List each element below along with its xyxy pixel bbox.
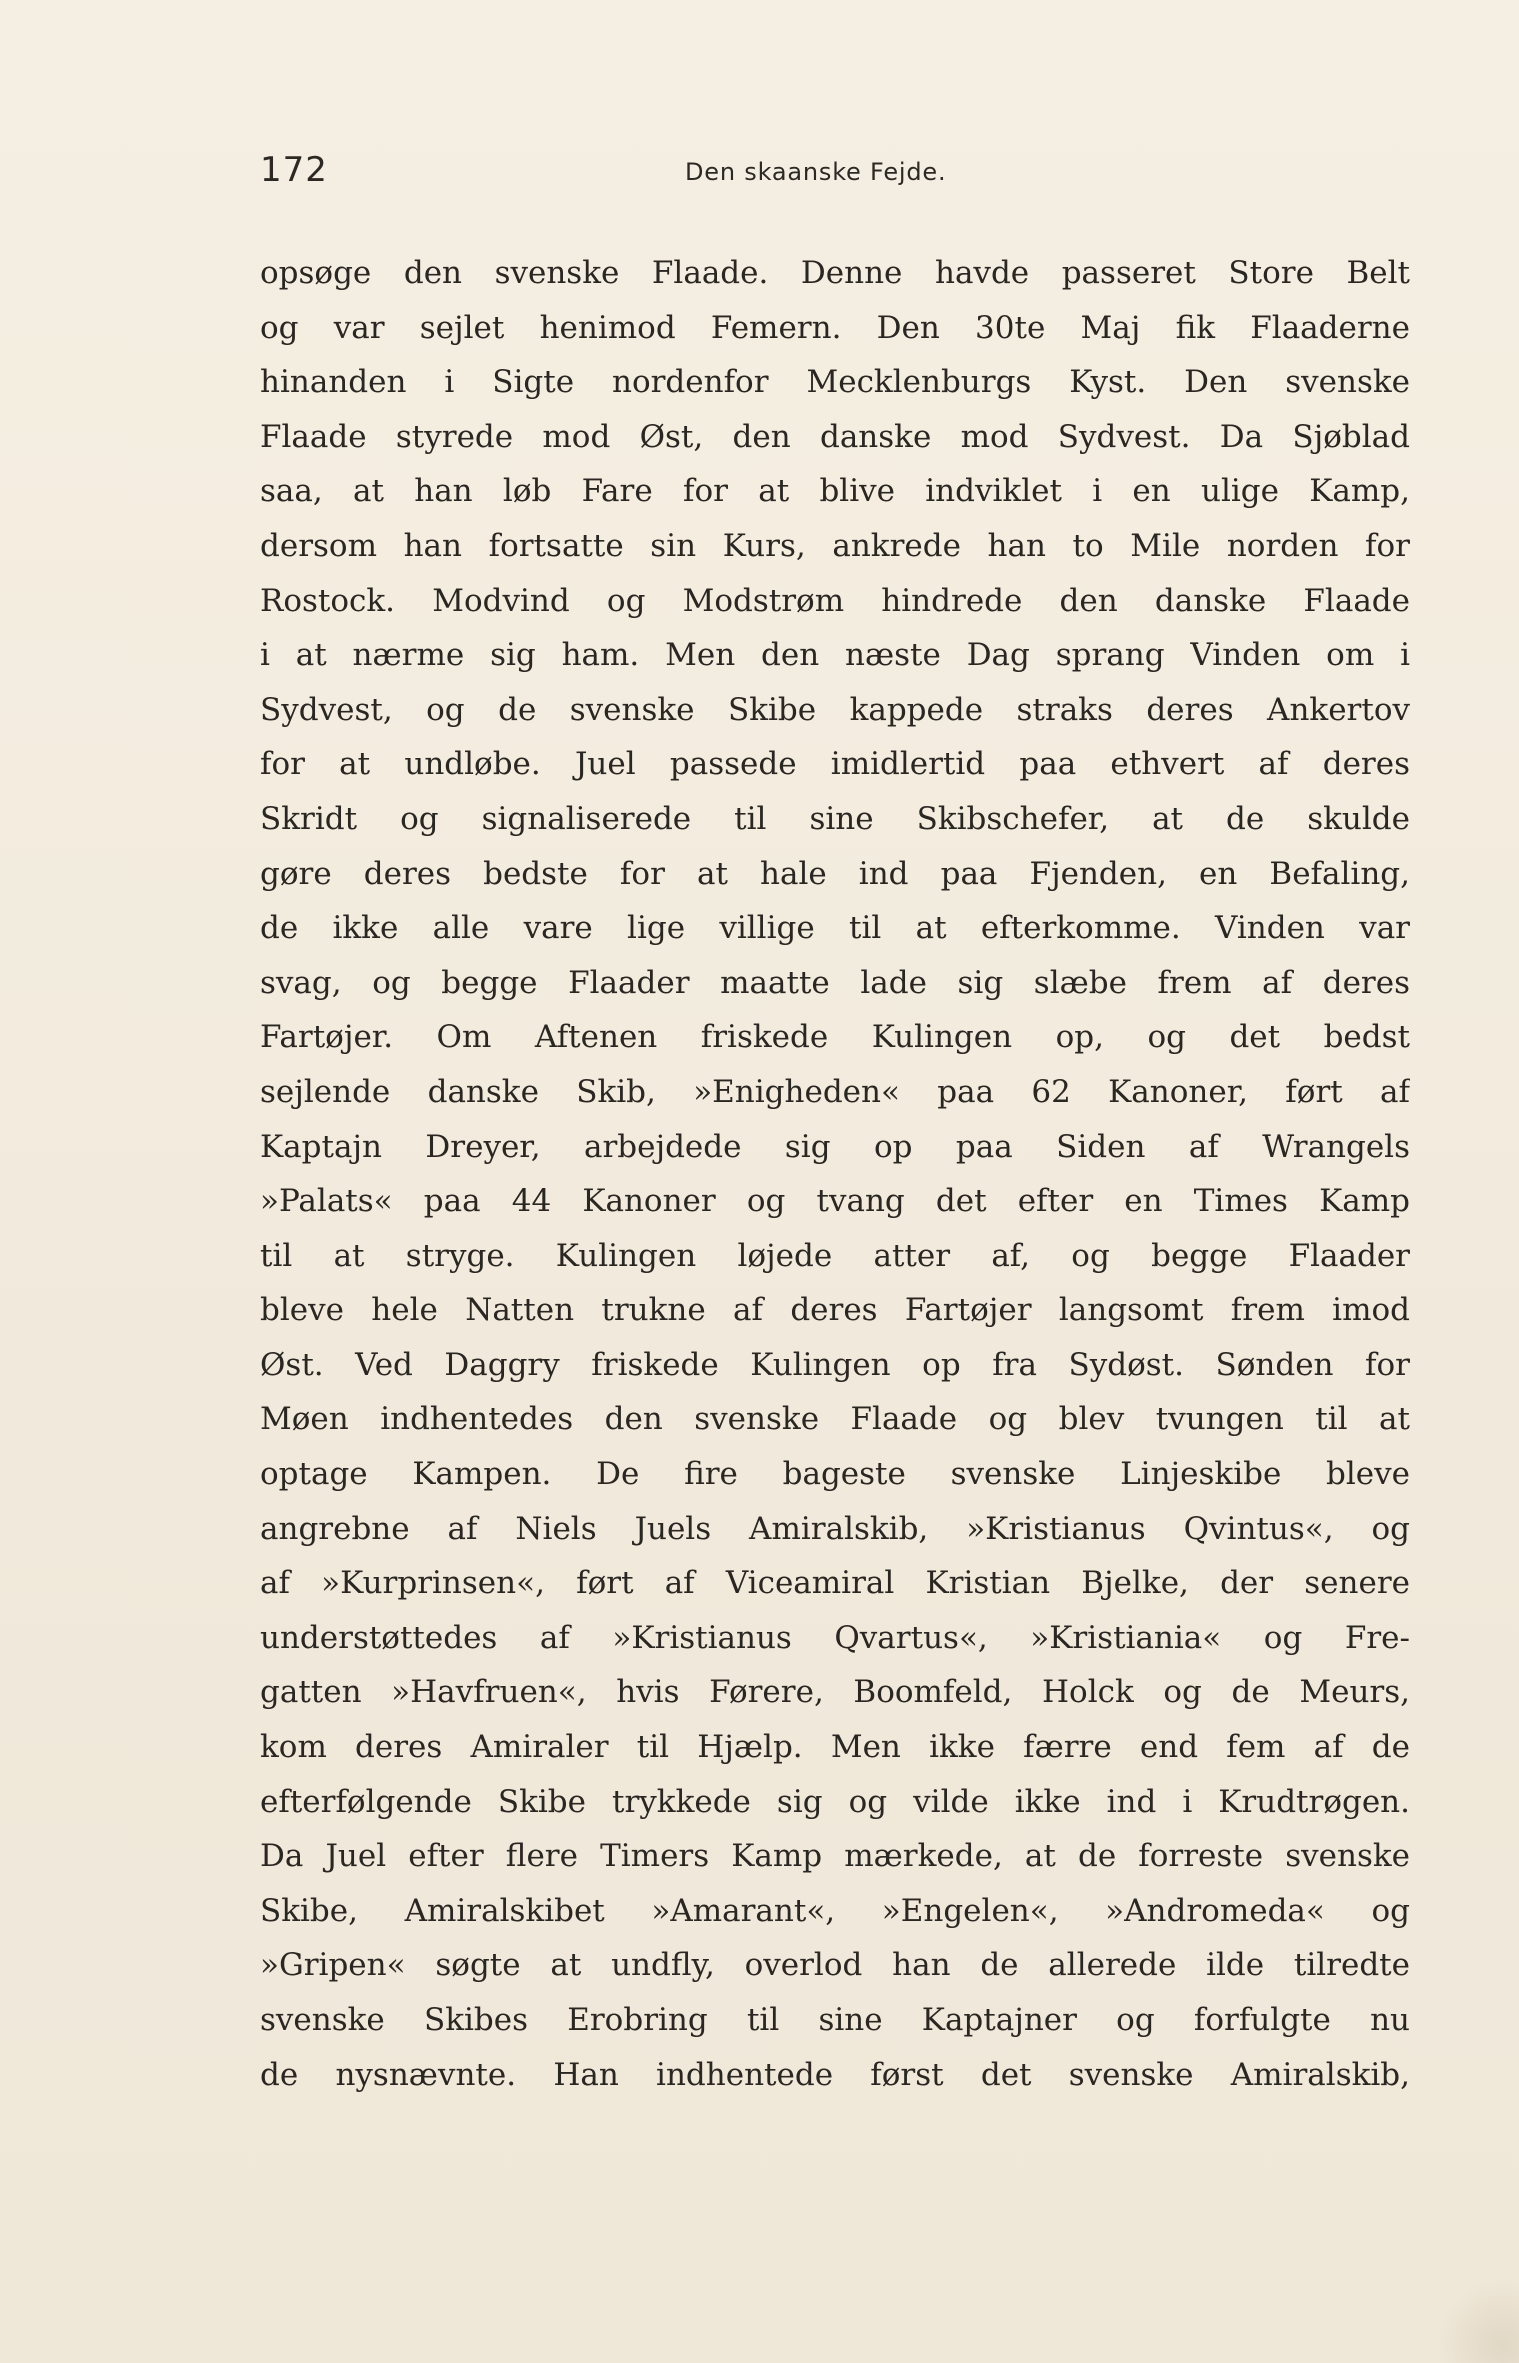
text-line: efterfølgende Skibe trykkede sig og vilde ikke ind i Krudtrøgen. xyxy=(260,1783,1410,1820)
text-line: svenske Skibes Erobring til sine Kaptajner og forfulgte nu xyxy=(260,2002,1410,2038)
running-title: Den skaanske Fejde. xyxy=(685,158,947,186)
text-line: Flaade styrede mod Øst, den danske mod Sydvest. Da Sjøblad xyxy=(260,418,1410,455)
text-line: og var sejlet henimod Femern. Den 30te Maj fik Flaaderne xyxy=(260,309,1410,346)
text-line: »Gripen« søgte at undfly, overlod han de allerede ilde tilredte xyxy=(260,1947,1410,1984)
text-line: for at undløbe. Juel passede imidlertid paa ethvert af deres xyxy=(260,746,1410,783)
text-line: Fartøjer. Om Aftenen friskede Kulingen op, og det bedst xyxy=(260,1019,1410,1056)
text-line: af »Kurprinsen«, ført af Viceamiral Kristian Bjelke, der senere xyxy=(260,1565,1410,1602)
text-line: Øst. Ved Daggry friskede Kulingen op fra Sydøst. Sønden for xyxy=(260,1346,1410,1383)
text-line: Kaptajn Dreyer, arbejdede sig op paa Siden af Wrangels xyxy=(260,1128,1410,1165)
text-line: dersom han fortsatte sin Kurs, ankrede han to Mile norden for xyxy=(260,527,1410,564)
text-line: kom deres Amiraler til Hjælp. Men ikke færre end fem af de xyxy=(260,1729,1410,1766)
text-line: opsøge den svenske Flaade. Denne havde passeret Store Belt xyxy=(260,255,1410,291)
text-line: optage Kampen. De fire bageste svenske Linjeskibe bleve xyxy=(260,1456,1410,1493)
text-line: Skridt og signaliserede til sine Skibschefer, at de skulde xyxy=(260,800,1410,837)
text-line: de nysnævnte. Han indhentede først det svenske Amiralskib, xyxy=(260,2056,1410,2093)
text-line: bleve hele Natten trukne af deres Fartøjer langsomt frem imod xyxy=(260,1292,1410,1329)
text-line: hinanden i Sigte nordenfor Mecklenburgs Kyst. Den svenske xyxy=(260,364,1410,401)
text-line: gatten »Havfruen«, hvis Førere, Boomfeld, Holck og de Meurs, xyxy=(260,1674,1410,1711)
text-line: Sydvest, og de svenske Skibe kappede straks deres Ankertov xyxy=(260,691,1410,728)
text-line: de ikke alle vare lige villige til at efterkomme. Vinden var xyxy=(260,910,1410,947)
text-line: til at stryge. Kulingen løjede atter af, og begge Flaader xyxy=(260,1237,1410,1274)
text-line: i at nærme sig ham. Men den næste Dag sprang Vinden om i xyxy=(260,637,1410,674)
page-number: 172 xyxy=(260,150,328,190)
body-text xyxy=(260,246,1410,2102)
text-line: »Palats« paa 44 Kanoner og tvang det efter en Times Kamp xyxy=(260,1183,1410,1220)
text-line: svag, og begge Flaader maatte lade sig slæbe frem af deres xyxy=(260,964,1410,1001)
paper-stain xyxy=(1439,2273,1519,2363)
text-line: Skibe, Amiralskibet »Amarant«, »Engelen«, »Andromeda« og xyxy=(260,1892,1410,1929)
text-line: Rostock. Modvind og Modstrøm hindrede den danske Flaade xyxy=(260,582,1410,619)
text-line: saa, at han løb Fare for at blive indviklet i en ulige Kamp, xyxy=(260,473,1410,510)
running-head xyxy=(260,150,1410,200)
text-line: sejlende danske Skib, »Enigheden« paa 62 Kanoner, ført af xyxy=(260,1073,1410,1110)
text-line: angrebne af Niels Juels Amiralskib, »Kristianus Qvintus«, og xyxy=(260,1510,1410,1547)
text-line: Møen indhentedes den svenske Flaade og blev tvungen til at xyxy=(260,1401,1410,1438)
text-line: Da Juel efter flere Timers Kamp mærkede, at de forreste svenske xyxy=(260,1838,1410,1875)
text-line: gøre deres bedste for at hale ind paa Fjenden, en Befaling, xyxy=(260,855,1410,892)
text-line: understøttedes af »Kristianus Qvartus«, »Kristiania« og Fre- xyxy=(260,1619,1410,1656)
